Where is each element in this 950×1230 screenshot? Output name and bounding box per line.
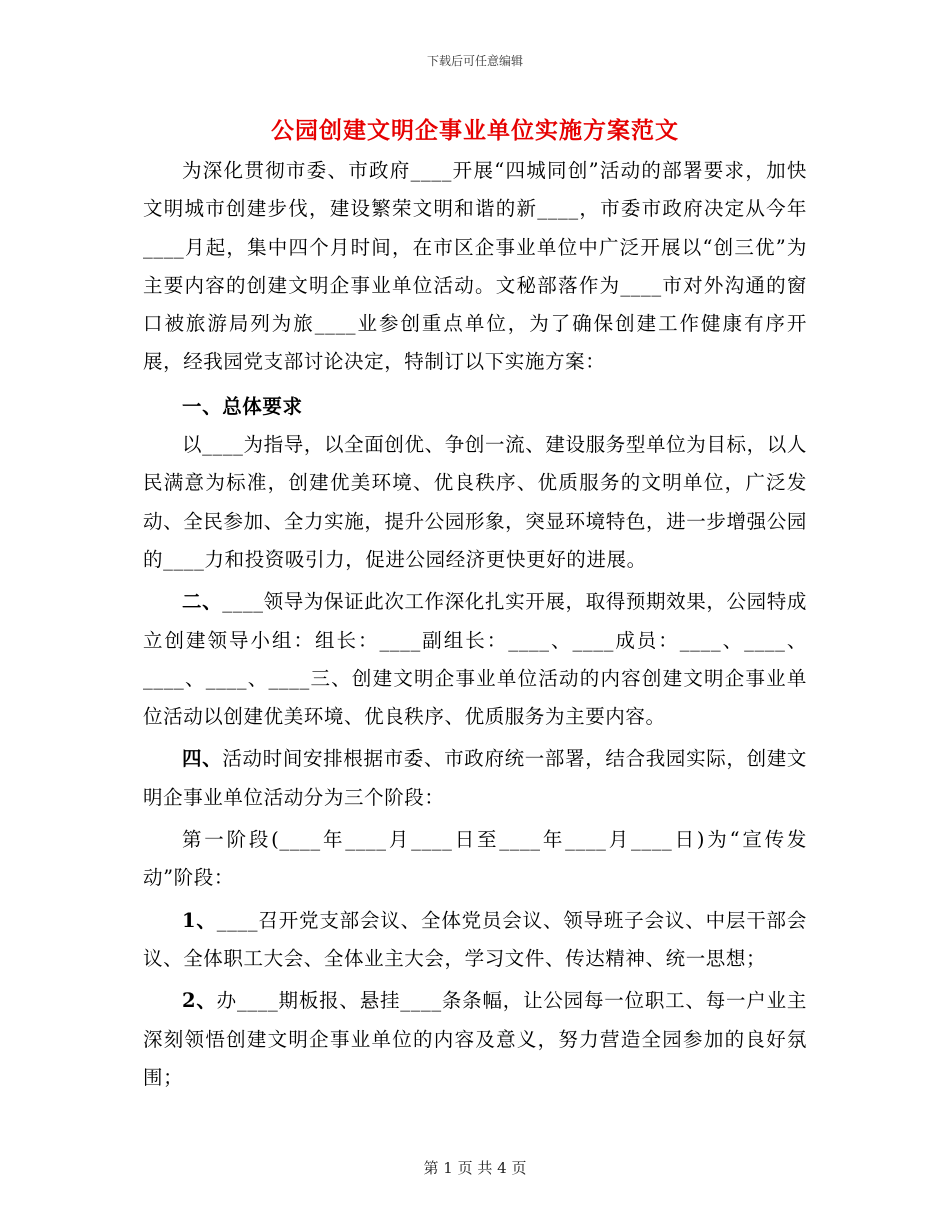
list-item-1-text: ____召开党支部会议、全体党员会议、领导班子会议、中层干部会议、全体职工大会、全体业主大会，学习文件、传达精神、统一思想；	[143, 908, 807, 970]
paragraph-general-requirements: 以____为指导，以全面创优、争创一流、建设服务型单位为目标，以人民满意为标准，创建优美环境、优良秩序、优质服务的文明单位，广泛发动、全民参加、全力实施，提升公园形象，突显环境特色，进一步增强公园的____力和投资吸引力，促进公园经济更快更好的进展。	[143, 433, 807, 571]
paragraph-intro: 为深化贯彻市委、市政府____开展“四城同创”活动的部署要求，加快文明城市创建步伐，建设繁荣文明和谐的新____，市委市政府决定从今年____月起，集中四个月时间，在市区企事业单位中广泛开展以“创三优”为主要内容的创建文明企事业单位活动。文秘部落作为____市对外沟通的窗口被旅游局列为旅____业参创重点单位，为了确保创建工作健康有序开展，经我园党支部讨论决定，特制订以下实施方案：	[143, 159, 807, 374]
list-number-1: 1、	[182, 908, 217, 932]
section-heading-general: 一、总体要求	[182, 394, 303, 418]
paragraph-phase-one: 第一阶段(____年____月____日至____年____月____日)为“宣传发动”阶段：	[143, 828, 807, 890]
paragraph-leadership	[143, 583, 807, 736]
list-item-2-text: 办____期板报、悬挂____条条幅，让公园每一位职工、每一户业主深刻领悟创建文明企事业单位的内容及意义，努力营造全园参加的良好氛围；	[143, 989, 807, 1089]
header-note: 下载后可任意编辑	[426, 54, 523, 68]
document-body	[143, 152, 807, 1097]
list-number-2: 2、	[182, 989, 217, 1013]
section-number-2: 二、	[182, 590, 223, 614]
list-item-2	[143, 982, 807, 1097]
paragraph-schedule-text: 活动时间安排根据市委、市政府统一部署，结合我园实际，创建文明企事业单位活动分为三个阶段：	[143, 747, 807, 809]
page-footer: 第 1 页 共 4 页	[423, 1159, 527, 1177]
list-item-1	[143, 902, 807, 979]
paragraph-schedule	[143, 740, 807, 817]
section-number-4: 四、	[182, 747, 223, 771]
document-title: 公园创建文明企事业单位实施方案范文	[271, 117, 679, 144]
paragraph-leadership-text: ____领导为保证此次工作深化扎实开展，取得预期效果，公园特成立创建领导小组：组长：____副组长：____、____成员：____、____、____、____、____三、创建文明企事业单位活动的内容创建文明企事业单位活动以创建优美环境、优良秩序、优质服务为主要内容。	[143, 590, 807, 729]
